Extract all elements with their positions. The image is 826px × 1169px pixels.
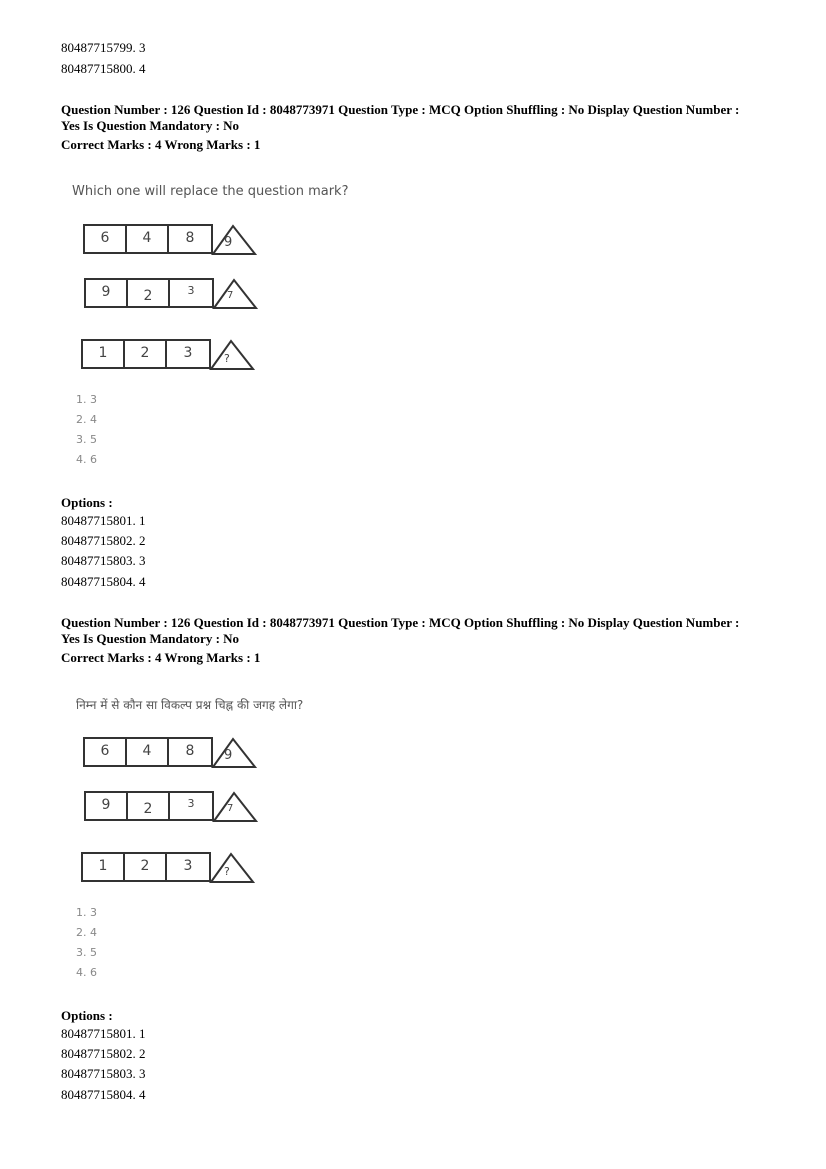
number-cell: 2: [125, 341, 167, 367]
marks-line: Correct Marks : 4 Wrong Marks : 1: [61, 650, 261, 665]
triangle-number: 9: [224, 235, 233, 250]
triangle-shape: [209, 339, 255, 370]
triangle-question-mark: ?: [224, 352, 230, 365]
answer-choice: 3. 5: [76, 433, 97, 446]
number-cells: [81, 852, 211, 882]
option-line: 80487715802. 2: [61, 1046, 146, 1061]
number-cell: 9: [86, 793, 128, 819]
question-text: Which one will replace the question mark?: [72, 184, 349, 199]
number-cell: 3: [183, 858, 193, 874]
answer-choice: 1. 3: [76, 393, 97, 406]
option-line: 80487715804. 4: [61, 1087, 146, 1102]
question-text: निम्न में से कौन सा विकल्प प्रश्न चिह्न की जगह लेगा?: [76, 698, 304, 712]
number-cells: [83, 224, 213, 254]
number-cell: 4: [127, 226, 169, 252]
option-line: 80487715801. 1: [61, 1026, 146, 1041]
triangle-shape: [212, 791, 258, 822]
puzzle-row: [81, 852, 256, 882]
number-cell: 3: [187, 797, 195, 810]
answer-choice: 4. 6: [76, 966, 97, 979]
triangle-shape: [209, 852, 255, 883]
number-cell: 8: [185, 230, 195, 246]
number-cells: [84, 791, 214, 821]
number-cell: 3: [183, 345, 193, 361]
options-label: Options :: [61, 1008, 113, 1023]
number-cell: 2: [125, 854, 167, 880]
option-line: 80487715803. 3: [61, 553, 146, 568]
option-line: 80487715800. 4: [61, 61, 146, 76]
question-header-line: Yes Is Question Mandatory : No: [61, 631, 240, 646]
number-cell: 1: [83, 341, 125, 367]
triangle-number: 7: [227, 290, 234, 301]
option-line: 80487715803. 3: [61, 1066, 146, 1081]
option-line: 80487715799. 3: [61, 40, 146, 55]
number-cell: 6: [85, 739, 127, 765]
number-cells: [84, 278, 214, 308]
answer-choice: 3. 5: [76, 946, 97, 959]
number-cell: 1: [83, 854, 125, 880]
answer-choice: 1. 3: [76, 906, 97, 919]
triangle-shape: [211, 224, 257, 255]
triangle-number: 7: [227, 803, 234, 814]
answer-choice: 4. 6: [76, 453, 97, 466]
number-cell: 4: [127, 739, 169, 765]
number-cell: 6: [85, 226, 127, 252]
triangle-shape: [212, 278, 258, 309]
number-cell: 8: [185, 743, 195, 759]
number-cell: 9: [86, 280, 128, 306]
puzzle-row: [84, 278, 259, 308]
triangle-question-mark: ?: [224, 865, 230, 878]
question-header-line: Yes Is Question Mandatory : No: [61, 118, 240, 133]
puzzle-row: [84, 791, 259, 821]
triangle-number: 9: [224, 748, 233, 763]
puzzle-row: [83, 737, 258, 767]
puzzle-row: [83, 224, 258, 254]
number-cell: 3: [187, 284, 195, 297]
option-line: 80487715802. 2: [61, 533, 146, 548]
answer-choice: 2. 4: [76, 413, 97, 426]
answer-choices: [76, 903, 97, 983]
question-header-line: Question Number : 126 Question Id : 8048773971 Question Type : MCQ Option Shuffling : No Display Question Number :: [61, 102, 740, 117]
marks-line: Correct Marks : 4 Wrong Marks : 1: [61, 137, 261, 152]
answer-choices: [76, 390, 97, 470]
answer-choice: 2. 4: [76, 926, 97, 939]
option-line: 80487715804. 4: [61, 574, 146, 589]
number-cells: [81, 339, 211, 369]
puzzle-row: [81, 339, 256, 369]
number-cell: 2: [128, 793, 170, 819]
option-line: 80487715801. 1: [61, 513, 146, 528]
question-header-line: Question Number : 126 Question Id : 8048773971 Question Type : MCQ Option Shuffling : No Display Question Number :: [61, 615, 740, 630]
number-cell: 2: [128, 280, 170, 306]
number-cells: [83, 737, 213, 767]
triangle-shape: [211, 737, 257, 768]
options-label: Options :: [61, 495, 113, 510]
